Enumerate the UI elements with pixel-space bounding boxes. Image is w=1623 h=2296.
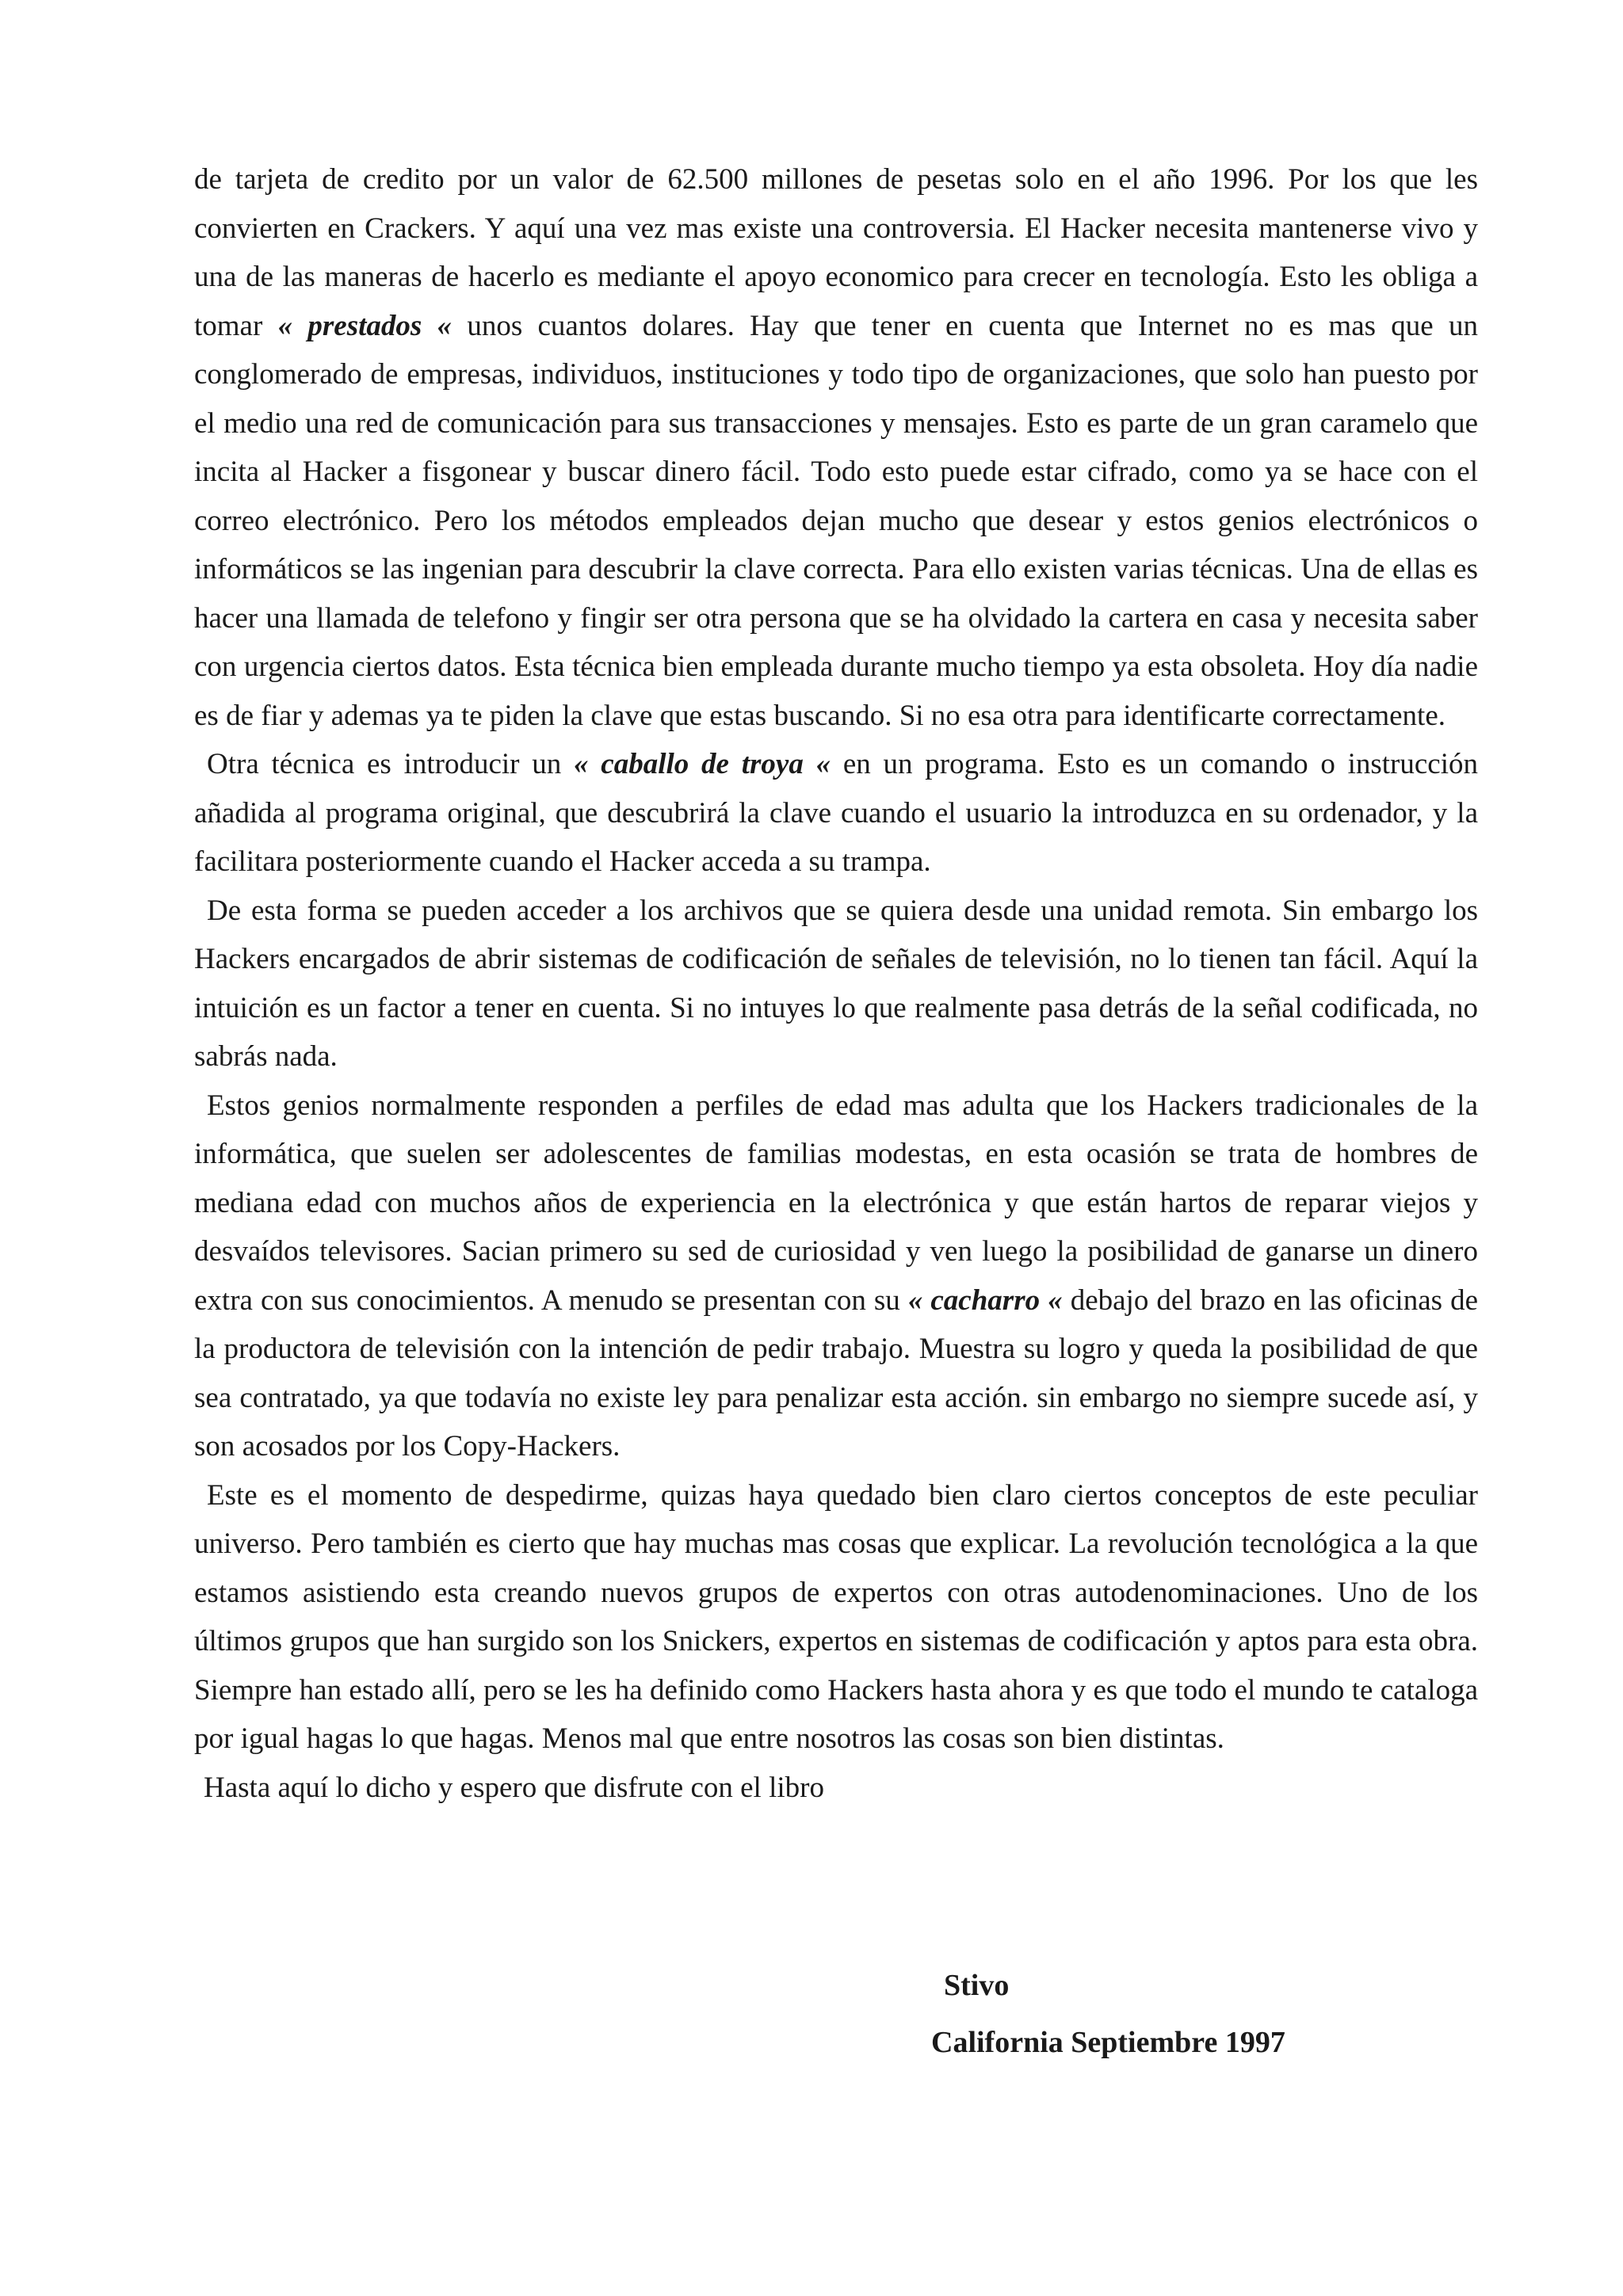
paragraph-2-text-a: Otra técnica es introducir un — [207, 748, 575, 780]
paragraph-1 — [194, 155, 1478, 740]
paragraph-6 — [194, 1764, 1478, 1813]
paragraph-3 — [194, 887, 1478, 1081]
paragraph-5 — [194, 1471, 1478, 1764]
quoted-term-caballo-de-troya: « caballo de troya « — [574, 748, 831, 780]
signature-name: Stivo — [944, 1969, 1010, 2002]
quoted-term-cacharro: « cacharro « — [907, 1283, 1063, 1317]
paragraph-2-text-b: en un programa. Esto es un comando o instrucción añadida al programa original, que descubrirá la clave cuando el usuario la introduzca en su ordenador, y la facilitara posteriormente cuando el Hacker acceda a su trampa. — [194, 748, 1479, 878]
paragraph-3-text: De esta forma se pueden acceder a los archivos que se quiera desde una unidad remota. Sin embargo los Hackers encargados de abrir sistemas de codificación de señales de televisión, no lo tienen tan fácil. Aquí la intuición es un factor a tener en cuenta. Si no intuyes lo que realmente pasa detrás de la señal codificada, no sabrás nada. — [194, 894, 1478, 1073]
paragraph-4-text-b: debajo del brazo en las oficinas de la productora de televisión con la intención de pedir trabajo. Muestra su logro y queda la posibilidad de que sea contratado, ya que todavía no existe ley para penalizar esta acción. sin embargo no siempre sucede así, y son acosados por los Copy-Hackers. — [194, 1283, 1478, 1463]
signature-place-date: California Septiembre 1997 — [931, 2026, 1285, 2059]
paragraph-2 — [194, 740, 1478, 887]
document-body — [194, 155, 1478, 1812]
paragraph-5-text: Este es el momento de despedirme, quizas haya quedado bien claro ciertos conceptos de este peculiar universo. Pero también es cierto que hay muchas mas cosas que explicar. La revolución tecnológica a la que estamos asistiendo esta creando nuevos grupos de expertos con otras autodenominaciones. Uno de los últimos grupos que han surgido son los Snickers, expertos en sistemas de codificación y aptos para esta obra. Siempre han estado allí, pero se les ha definido como Hackers hasta ahora y es que todo el mundo te cataloga por igual hagas lo que hagas. Menos mal que entre nosotros las cosas son bien distintas. — [194, 1478, 1478, 1755]
paragraph-4-text-a: Estos genios normalmente responden a perfiles de edad mas adulta que los Hackers tradicionales de la informática, que suelen ser adolescentes de familias modestas, en esta ocasión se trata de hombres de mediana edad con muchos años de experiencia en la electrónica y que están hartos de reparar viejos y desvaídos televisores. Sacian primero su sed de curiosidad y ven luego la posibilidad de ganarse un dinero extra con sus conocimientos. A menudo se presentan con su — [194, 1089, 1478, 1317]
paragraph-6-text: Hasta aquí lo dicho y espero que disfrute con el libro — [204, 1771, 824, 1804]
signature-block — [931, 1957, 1285, 2071]
paragraph-4 — [194, 1081, 1478, 1471]
quoted-term-prestados: « prestados « — [277, 309, 453, 342]
paragraph-1-text-a: de tarjeta de credito por un valor de 62.500 millones de pesetas solo en el año 1996. Por los que les convierten en Crackers. Y aquí una vez mas existe una controversia. El Hacker necesita mantenerse vivo y una de las maneras de hacerlo es mediante el apoyo economico para crecer en tecnología. Esto les obliga a tomar — [194, 163, 1478, 342]
paragraph-1-text-b: unos cuantos dolares. Hay que tener en cuenta que Internet no es mas que un conglomerado de empresas, individuos, instituciones y todo tipo de organizaciones, que solo han puesto por el medio una red de comunicación para sus transacciones y mensajes. Esto es parte de un gran caramelo que incita al Hacker a fisgonear y buscar dinero fácil. Todo esto puede estar cifrado, como ya se hace con el correo electrónico. Pero los métodos empleados dejan mucho que desear y estos genios electrónicos o informáticos se las ingenian para descubrir la clave correcta. Para ello existen varias técnicas. Una de ellas es hacer una llamada de telefono y fingir ser otra persona que se ha olvidado la cartera en casa y necesita saber con urgencia ciertos datos. Esta técnica bien empleada durante mucho tiempo ya esta obsoleta. Hoy día nadie es de fiar y ademas ya te piden la clave que estas buscando. Si no esa otra para identificarte correctamente. — [194, 309, 1478, 732]
